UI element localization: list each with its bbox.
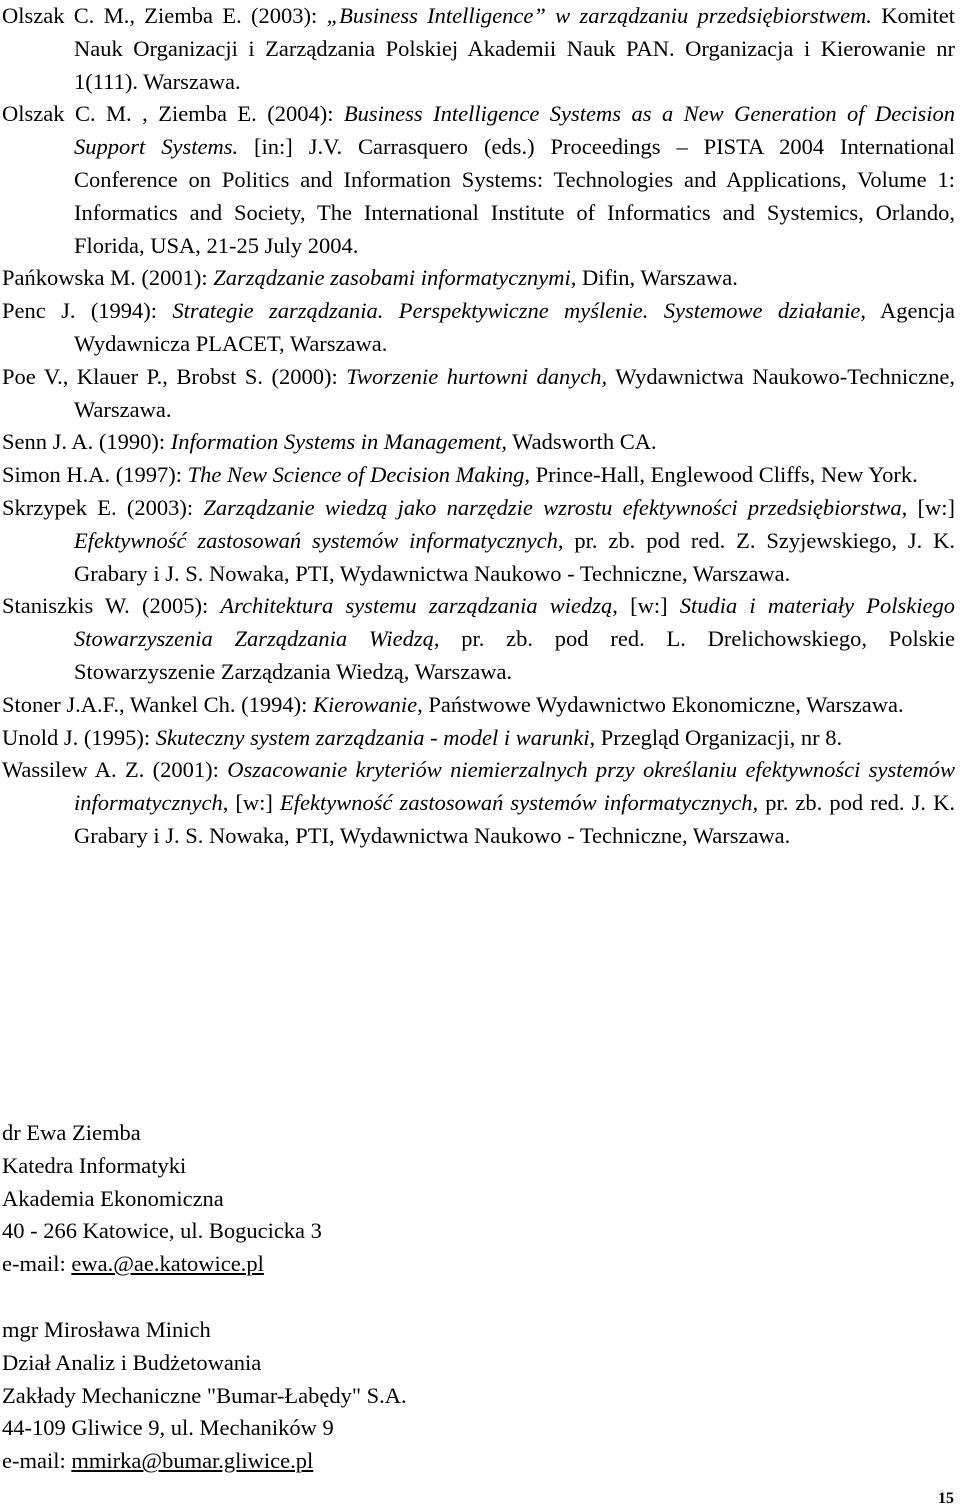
reference-text: , pr. zb. pod red. L. Drelichowskiego, Polskie Stowarzyszenie Zarządzania Wiedzą, Warszawa.	[74, 626, 955, 684]
reference-entry	[2, 590, 955, 688]
reference-title: Kierowanie	[312, 691, 418, 717]
author-department: Katedra Informatyki	[2, 1152, 187, 1178]
reference-text: Wadsworth CA.	[506, 429, 657, 455]
reference-title: Strategie zarządzania. Perspektywiczne myślenie. Systemowe działanie	[172, 298, 861, 324]
email-label: e-mail:	[2, 1251, 72, 1277]
reference-text: Pańkowska M. (2001):	[2, 265, 214, 291]
reference-text: Skrzypek E. (2003):	[2, 494, 204, 520]
reference-text: , Agencja Wydawnicza PLACET, Warszawa.	[74, 298, 956, 356]
author-email-line	[2, 1445, 407, 1478]
reference-text: Penc J. (1994):	[2, 298, 173, 324]
email-link[interactable]: ewa.@ae.katowice.pl	[71, 1251, 264, 1277]
reference-text: , Przegląd Organizacji, nr 8.	[589, 724, 843, 750]
reference-text: Staniszkis W. (2005):	[2, 593, 221, 619]
reference-entry	[2, 754, 955, 852]
reference-text: , [w:]	[222, 790, 281, 816]
reference-title: Skuteczny system zarządzania - model i warunki	[155, 724, 590, 750]
reference-title: Efektywność zastosowań systemów informatycznych,	[280, 790, 759, 816]
reference-entry	[2, 459, 955, 492]
reference-text: [in:] J.V. Carrasquero (eds.) Proceedings – PISTA 2004 International Conference on Politics and Information Systems: Technologies and Applications, Volume 1: Informatics and Society, The International Institute of Informatics and Systemics, Orlando, Florida, USA, 21-25 July 2004.	[74, 134, 955, 258]
reference-entry	[2, 426, 955, 459]
reference-text: Komitet Nauk Organizacji i Zarządzania Polskiej Akademii Nauk PAN. Organizacja i Kierowanie nr 1(111). Warszawa.	[74, 3, 955, 94]
author-department: Dział Analiz i Budżetowania	[2, 1349, 262, 1375]
reference-text: Wassilew A. Z. (2001):	[2, 757, 228, 783]
reference-title: Architektura systemu zarządzania wiedzą	[220, 593, 613, 619]
author-contact-2	[2, 1314, 407, 1478]
reference-entry	[2, 98, 955, 262]
reference-text: Olszak C. M. , Ziemba E. (2004):	[2, 101, 344, 127]
reference-entry	[2, 361, 955, 427]
reference-title: Efektywność zastosowań systemów informatycznych,	[74, 527, 564, 553]
reference-text: pr. zb. pod red. Z. Szyjewskiego, J. K. Grabary i J. S. Nowaka, PTI, Wydawnictwa Naukowo - Techniczne, Warszawa.	[74, 527, 956, 586]
reference-text: , [w:]	[901, 494, 955, 520]
reference-entry	[2, 492, 955, 590]
reference-title: „Business Intelligence” w zarządzaniu przedsiębiorstwem.	[326, 3, 872, 28]
reference-text: Wydawnictwa Naukowo-Techniczne, Warszawa.	[74, 363, 955, 422]
reference-text: Stoner J.A.F., Wankel Ch. (1994):	[2, 691, 313, 717]
reference-text: Prince-Hall, Englewood Cliffs, New York.	[530, 462, 918, 488]
author-name: mgr Mirosława Minich	[2, 1317, 211, 1342]
reference-text: Poe V., Klauer P., Brobst S. (2000):	[2, 363, 347, 389]
reference-text: , Państwowe Wydawnictwo Ekonomiczne, Warszawa.	[417, 691, 904, 717]
reference-text: pr. zb. pod red. J. K. Grabary i J. S. Nowaka, PTI, Wydawnictwa Naukowo - Techniczne, Warszawa.	[74, 790, 955, 848]
reference-title: Zarządzanie wiedzą jako narzędzie wzrostu efektywności przedsiębiorstwa	[203, 494, 902, 520]
reference-text: , Difin, Warszawa.	[570, 265, 738, 291]
reference-title: Information Systems in Management,	[170, 429, 507, 455]
reference-text: Olszak C. M., Ziemba E. (2003):	[2, 3, 327, 28]
reference-title: Business Intelligence Systems as a New Generation of Decision Support Systems.	[74, 101, 955, 160]
author-name: dr Ewa Ziemba	[2, 1120, 141, 1145]
reference-title: Oszacowanie kryteriów niemierzalnych przy określaniu efektywności systemów informatycznych	[74, 757, 955, 816]
author-organization: Zakłady Mechaniczne "Bumar-Łabędy" S.A.	[2, 1382, 407, 1408]
author-organization: Akademia Ekonomiczna	[2, 1185, 224, 1211]
author-email-line	[2, 1248, 322, 1281]
reference-text: Simon H.A. (1997):	[2, 462, 188, 488]
author-address: 40 - 266 Katowice, ul. Bogucicka 3	[2, 1218, 322, 1244]
reference-entry	[2, 722, 955, 755]
reference-entry	[2, 689, 955, 722]
email-label: e-mail:	[2, 1448, 72, 1474]
reference-title: The New Science of Decision Making,	[187, 462, 531, 488]
reference-title: Studia i materiały Polskiego Stowarzyszenia Zarządzania Wiedzą	[74, 593, 955, 652]
reference-title: Zarządzanie zasobami informatycznymi	[213, 265, 571, 291]
author-contact-1	[2, 1117, 322, 1281]
reference-title: Tworzenie hurtowni danych,	[346, 363, 608, 389]
page-number: 15	[938, 1490, 954, 1507]
reference-text: , [w:]	[612, 593, 680, 619]
email-link[interactable]: mmirka@bumar.gliwice.pl	[71, 1448, 314, 1474]
reference-entry	[2, 0, 955, 98]
author-address: 44-109 Gliwice 9, ul. Mechaników 9	[2, 1415, 334, 1441]
reference-entry	[2, 295, 955, 361]
reference-entry	[2, 262, 955, 295]
reference-text: Senn J. A. (1990):	[2, 429, 171, 455]
reference-text: Unold J. (1995):	[2, 724, 156, 750]
reference-list	[2, 0, 955, 853]
